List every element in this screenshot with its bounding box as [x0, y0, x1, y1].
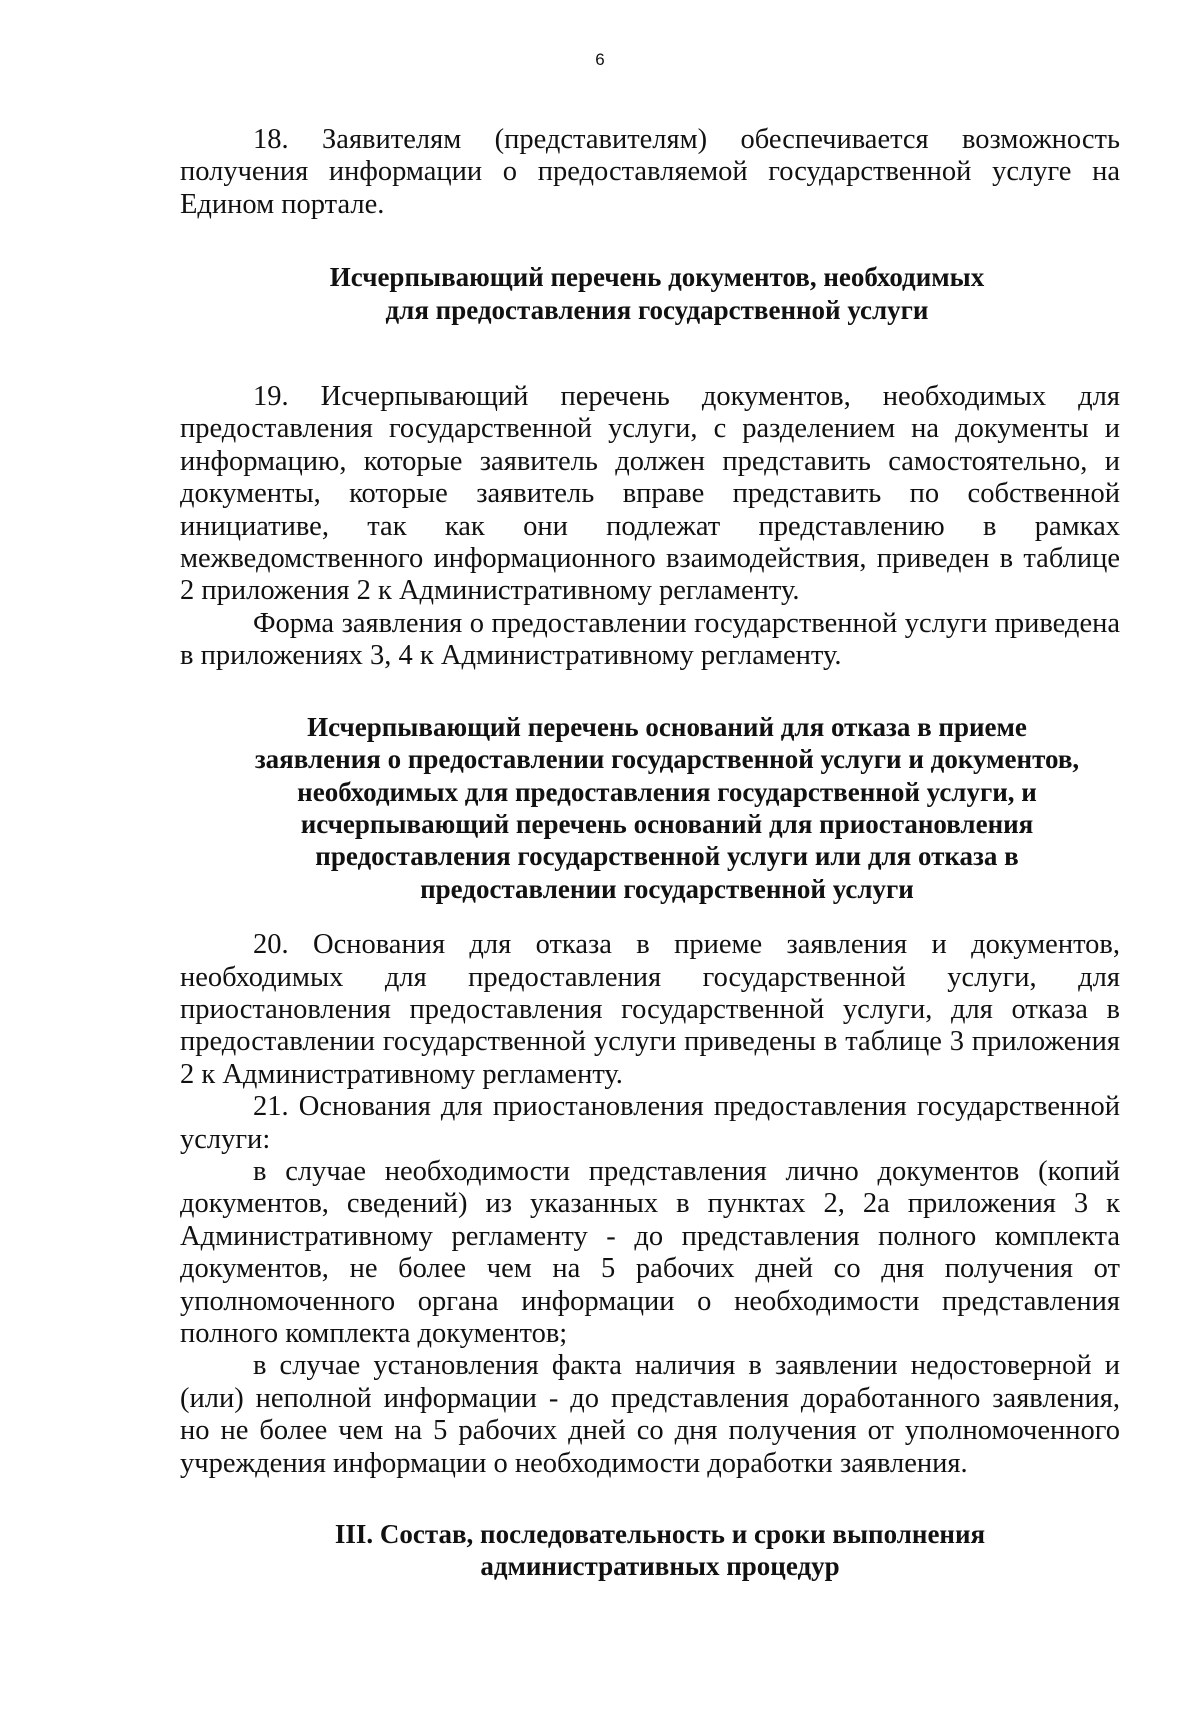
- heading-line: III. Состав, последовательность и сроки выполнения: [334, 1519, 986, 1550]
- paragraph-21-case-a: в случае необходимости представления лично документов (копий документов, сведений) из указанных в пунктах 2, 2а приложения 3 к Административному регламенту - до представления полного комплекта документов, не более чем на 5 рабочих дней со дня получения от уполномоченного органа информации о необходимости представления полного комплекта документов;: [180, 1155, 1120, 1349]
- paragraph-20: 20. Основания для отказа в приеме заявления и документов, необходимых для предоставления государственной услуги, для приостановления предоставления государственной услуги, для отказа в предоставлении государственной услуги приведены в таблице 3 приложения 2 к Административному регламенту.: [180, 929, 1120, 1090]
- heading-line: для предоставления государственной услуги: [385, 294, 929, 325]
- heading-line: заявления о предоставлении государственной услуги и документов,: [254, 744, 1080, 775]
- heading-line: предоставлении государственной услуги: [420, 873, 914, 904]
- page-number: 6: [595, 50, 605, 69]
- document-body: [180, 124, 1120, 1583]
- heading-line: административных процедур: [480, 1551, 840, 1582]
- paragraph-18: 18. Заявителям (представителям) обеспечивается возможность получения информации о предоставляемой государственной услуге на Едином портале.: [180, 124, 1120, 220]
- heading-refusal-grounds: [180, 711, 1120, 905]
- paragraph-21: 21. Основания для приостановления предоставления государственной услуги:: [180, 1091, 1120, 1155]
- heading-line: необходимых для предоставления государственной услуги, и: [297, 776, 1037, 807]
- heading-line: Исчерпывающий перечень оснований для отказа в приеме: [307, 711, 1027, 742]
- paragraph-21-case-b: в случае установления факта наличия в заявлении недостоверной и (или) неполной информации - до представления доработанного заявления, но не более чем на 5 рабочих дней со дня получения от уполномоченного учреждения информации о необходимости доработки заявления.: [180, 1350, 1120, 1479]
- heading-section-3: [180, 1518, 1120, 1583]
- paragraph-19: 19. Исчерпывающий перечень документов, необходимых для предоставления государственной услуги, с разделением на документы и информацию, которые заявитель должен представить самостоятельно, и документы, которые заявитель вправе представить по собственной инициативе, так как они подлежат представлению в рамках межведомственного информационного взаимодействия, приведен в таблице 2 приложения 2 к Административному регламенту.: [180, 381, 1120, 607]
- heading-documents-list: [180, 261, 1120, 326]
- heading-line: исчерпывающий перечень оснований для приостановления: [300, 808, 1034, 839]
- paragraph-19-form: Форма заявления о предоставлении государственной услуги приведена в приложениях 3, 4 к Административному регламенту.: [180, 607, 1120, 672]
- heading-line: Исчерпывающий перечень документов, необходимых: [329, 262, 985, 293]
- heading-line: предоставления государственной услуги или для отказа в: [315, 841, 1019, 872]
